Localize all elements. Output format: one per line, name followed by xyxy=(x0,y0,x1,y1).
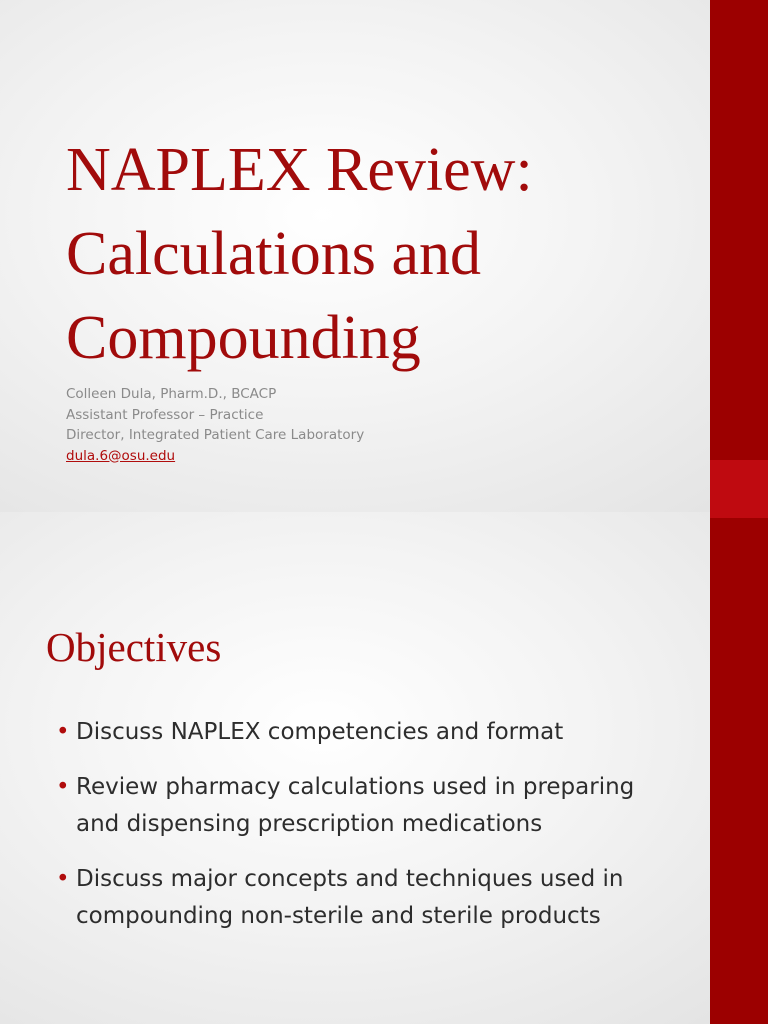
side-bar-decoration xyxy=(710,512,768,1024)
bullet-icon: • xyxy=(56,866,70,892)
objective-item xyxy=(56,769,696,843)
title-line-2: Calculations and xyxy=(66,220,481,288)
slide-title-heading xyxy=(66,128,696,380)
author-name: Colleen Dula, Pharm.D., BCACP xyxy=(66,386,277,402)
bullet-icon: • xyxy=(56,719,70,745)
objective-item xyxy=(56,714,696,751)
objective-text: Discuss major concepts and techniques used in xyxy=(76,866,624,892)
objectives-title: Objectives xyxy=(46,624,222,670)
bullet-icon: • xyxy=(56,774,70,800)
side-bar-decoration xyxy=(710,0,768,512)
author-email-link[interactable]: dula.6@osu.edu xyxy=(66,447,176,464)
objective-text: and dispensing prescription medications xyxy=(76,811,543,837)
author-info xyxy=(66,384,364,466)
objective-item xyxy=(56,861,696,935)
objective-text: Discuss NAPLEX competencies and format xyxy=(76,719,564,745)
objective-text: Review pharmacy calculations used in preparing xyxy=(76,774,635,800)
title-line-3: Compounding xyxy=(66,304,421,372)
title-line-1: NAPLEX Review: xyxy=(66,136,533,204)
author-role: Director, Integrated Patient Care Laboratory xyxy=(66,427,365,443)
objective-text: compounding non-sterile and sterile products xyxy=(76,903,601,929)
author-position: Assistant Professor – Practice xyxy=(66,406,264,423)
side-accent-decoration xyxy=(710,460,768,518)
slide-objectives xyxy=(0,512,768,1024)
objectives-list xyxy=(56,714,696,953)
